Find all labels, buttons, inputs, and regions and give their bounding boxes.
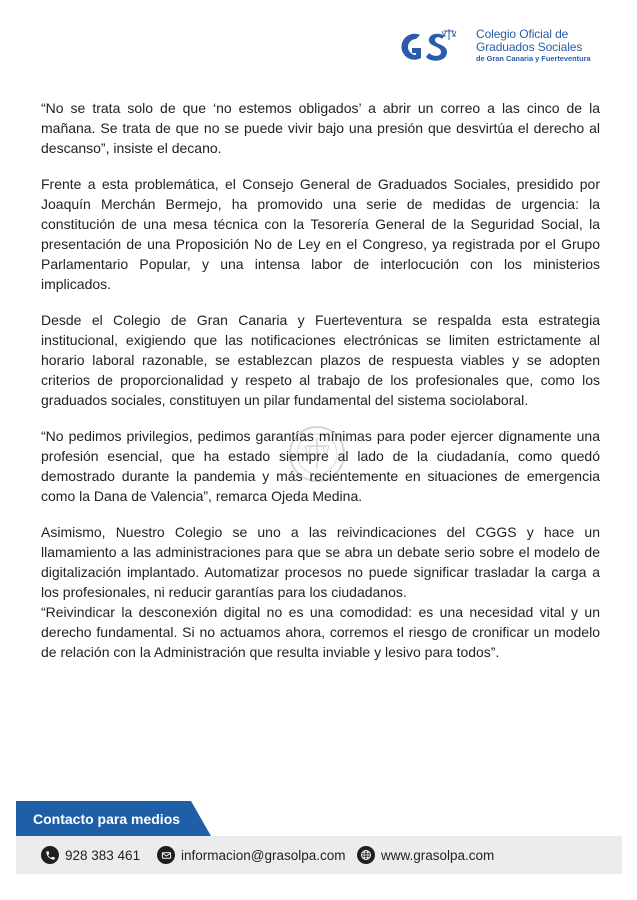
paragraph-1: “No se trata solo de que ‘no estemos obligados’ a abrir un correo a las cinco de la mañana. Se trata de que no se puede vivir bajo una presión que desvirtúa el derecho al descanso”, insiste el decano.	[41, 100, 600, 156]
website-url: www.grasolpa.com	[381, 847, 495, 863]
globe-icon	[357, 846, 375, 864]
logo-line-1: Colegio Oficial de	[476, 27, 569, 41]
paragraph-2: Frente a esta problemática, el Consejo General de Graduados Sociales, presidido por Joaquín Merchán Bermejo, ha promovido una serie de medidas de urgencia: la constitución de una mesa técnica con la Tesorería General de la Seguridad Social, la presentación de una Proposición No de Ley en el Congreso, ya registrada por el Grupo Parlamentario Popular, y una intensa labor de interlocución con los ministerios implicados.	[41, 176, 600, 292]
logo-line-2: Graduados Sociales	[476, 40, 583, 54]
paragraph-6: “Reivindicar la desconexión digital no es una comodidad: es una necesidad vital y un derecho fundamental. Si no actuamos ahora, corremos el riesgo de cronificar un modelo de relación con la Administración que resulta inviable y lesivo para todos”.	[41, 604, 600, 660]
logo-line-3: de Gran Canaria y Fuerteventura	[476, 54, 591, 63]
phone-number: 928 383 461	[65, 847, 141, 863]
phone-icon	[41, 846, 59, 864]
media-contact-title: Contacto para medios	[33, 811, 181, 827]
paragraph-4: “No pedimos privilegios, pedimos garantías mínimas para poder ejercer dignamente una profesión esencial, que ha estado siempre al lado de la ciudadanía, como quedó demostrado durante la pandemia y más recientemente en situaciones de emergencia como la Dana de Valencia”, remarca Ojeda Medina.	[41, 428, 600, 504]
email-contact[interactable]	[157, 845, 346, 865]
phone-contact[interactable]	[41, 845, 140, 865]
organization-logo	[396, 26, 606, 70]
paragraph-5: Asimismo, Nuestro Colegio se uno a las reivindicaciones del CGGS y hace un llamamiento a las administraciones para que se abra un debate serio sobre el modelo de digitalización implantado. Automatizar procesos no puede significar trasladar la carga a los profesionales, ni reducir garantías para los ciudadanos.	[41, 524, 600, 600]
gs-logo-icon	[396, 26, 460, 70]
article-body	[41, 98, 600, 678]
logo-text	[476, 28, 611, 64]
paragraph-3: Desde el Colegio de Gran Canaria y Fuerteventura se respalda esta estrategia institucional, exigiendo que las notificaciones electrónicas se limiten estrictamente al horario laboral razonable, se establezcan plazos de respuesta viables y se adopten criterios de proporcionalidad y respeto al trabajo de los profesionales que, como los graduados sociales, constituyen un pilar fundamental del sistema sociolaboral.	[41, 312, 600, 408]
email-icon	[157, 846, 175, 864]
email-address: informacion@grasolpa.com	[181, 847, 346, 863]
web-contact[interactable]	[357, 845, 494, 865]
